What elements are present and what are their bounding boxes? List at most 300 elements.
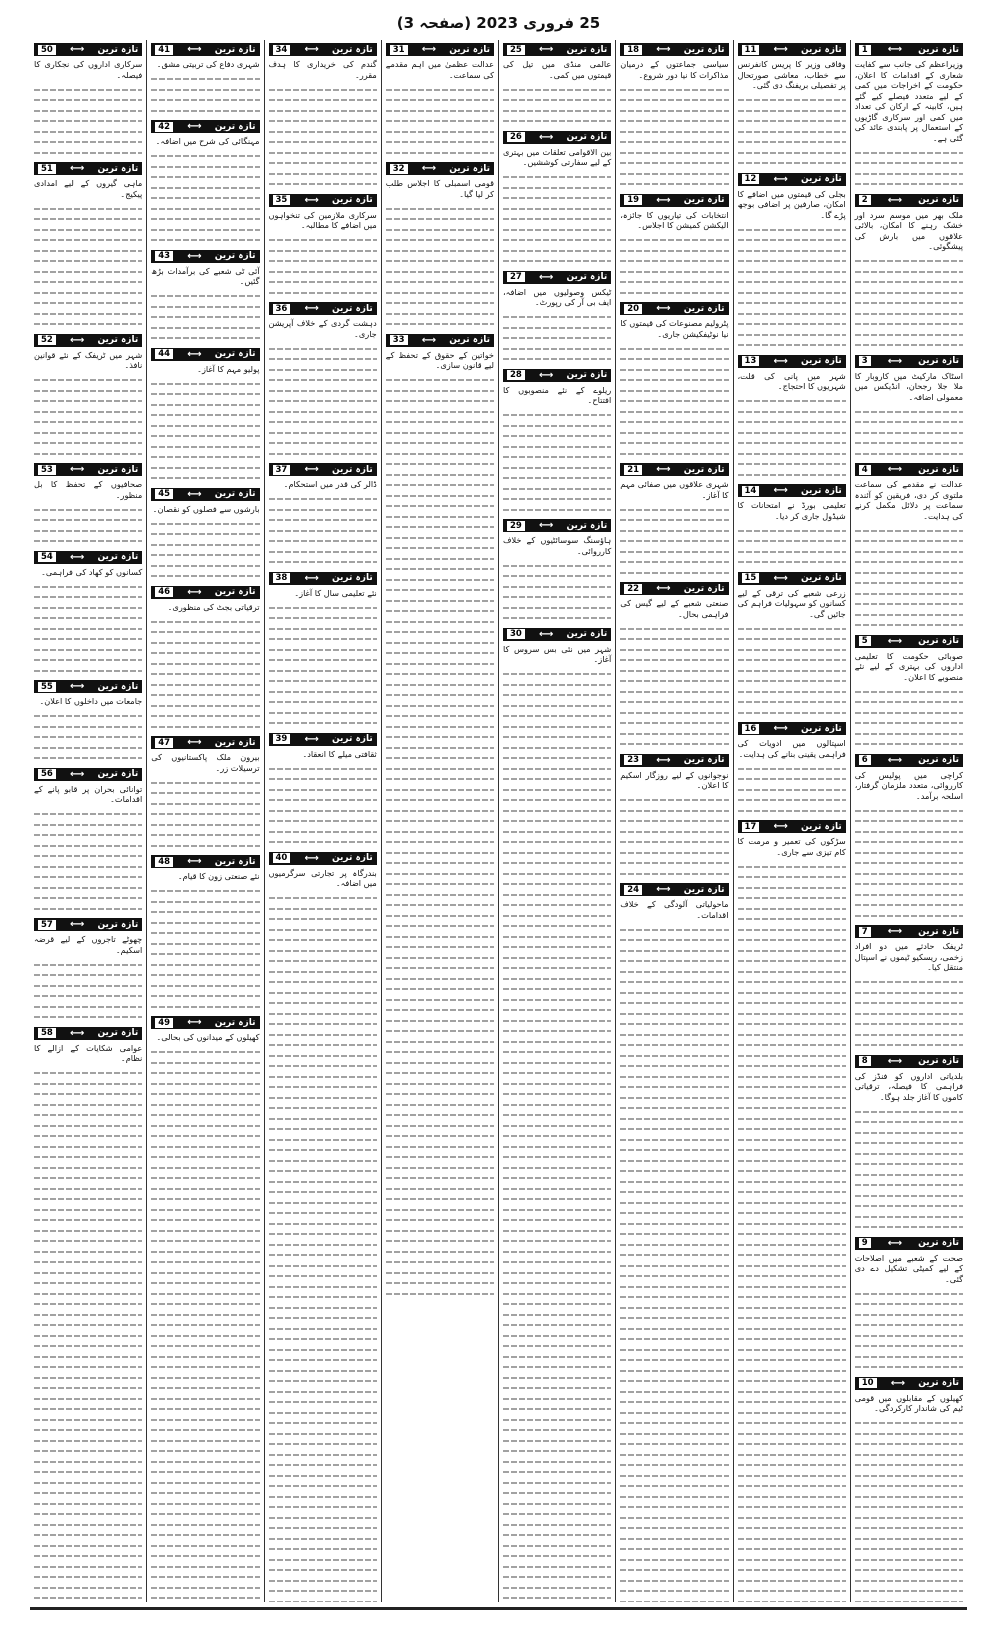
double-arrow-icon: ⟷ — [69, 1027, 84, 1039]
text-filler — [620, 89, 728, 186]
news-column — [30, 40, 146, 1602]
story-tag-label: تازہ ترین — [918, 464, 959, 475]
text-filler — [855, 1422, 963, 1456]
story-text: وفاقی وزیر کا پریس کانفرنس سے خطاب، معاشی صورتحال پر تفصیلی بریفنگ دی گئی۔ — [737, 59, 846, 90]
text-filler — [269, 768, 377, 844]
story-tag-label: تازہ ترین — [97, 681, 139, 692]
story-text: پولیو مہم کا آغاز۔ — [197, 363, 260, 374]
double-arrow-icon: ⟷ — [656, 754, 670, 766]
story-number: 43 — [155, 251, 173, 261]
story-tag-label: تازہ ترین — [331, 853, 373, 863]
text-filler — [386, 379, 494, 455]
text-filler — [855, 1293, 963, 1369]
story-number: 8 — [859, 1056, 871, 1066]
story-tag — [503, 131, 611, 144]
double-arrow-icon: ⟷ — [538, 520, 553, 531]
news-column — [264, 40, 381, 1602]
story-text: زرعی شعبے کی ترقی کے لیے کسانوں کو سہولیات فراہم کی جائیں گی۔ — [737, 587, 846, 619]
story-tag — [738, 355, 846, 368]
story-tag — [738, 572, 846, 585]
story-text: عوامی شکایات کے ازالے کا نظام۔ — [34, 1042, 143, 1063]
story-number: 53 — [38, 465, 56, 475]
story-tag-label: تازہ ترین — [800, 44, 842, 55]
story-number: 58 — [38, 1028, 56, 1038]
story-tag — [386, 162, 494, 175]
story-text: مہنگائی کی شرح میں اضافہ۔ — [155, 136, 260, 146]
story-number: 19 — [624, 195, 642, 205]
story-text: آئی ٹی شعبے کی برآمدات بڑھ گئیں۔ — [151, 265, 260, 286]
story-number: 26 — [507, 132, 525, 142]
double-arrow-icon: ⟷ — [773, 572, 787, 584]
double-arrow-icon: ⟷ — [887, 635, 902, 647]
story-tag-label: تازہ ترین — [449, 335, 490, 345]
double-arrow-icon: ⟷ — [304, 194, 318, 206]
double-arrow-icon: ⟷ — [69, 681, 84, 692]
text-filler — [151, 155, 259, 241]
news-column — [381, 40, 498, 1602]
story-text: جامعات میں داخلوں کا اعلان۔ — [39, 696, 143, 706]
story-tag-label: تازہ ترین — [97, 769, 139, 779]
story-tag-label: تازہ ترین — [331, 734, 373, 744]
double-arrow-icon: ⟷ — [187, 348, 201, 360]
story-number: 57 — [38, 920, 56, 930]
story-text: کھیلوں کے میدانوں کی بحالی۔ — [156, 1032, 260, 1042]
story-number: 29 — [507, 521, 525, 531]
text-filler — [151, 1135, 259, 1602]
text-filler — [855, 981, 963, 1046]
double-arrow-icon: ⟷ — [69, 163, 84, 174]
text-filler — [151, 523, 259, 578]
text-filler — [34, 379, 142, 455]
text-filler — [855, 1464, 963, 1602]
story-tag — [855, 925, 963, 938]
double-arrow-icon: ⟷ — [421, 334, 436, 346]
news-column — [850, 40, 967, 1602]
story-number: 14 — [742, 486, 760, 496]
story-tag-label: تازہ ترین — [214, 737, 256, 748]
double-arrow-icon: ⟷ — [656, 303, 670, 314]
story-text: سڑکوں کی تعمیر و مرمت کا کام تیزی سے جاری۔ — [737, 836, 846, 857]
story-number: 3 — [859, 356, 871, 366]
story-number: 24 — [624, 885, 642, 895]
story-text: بارشوں سے فصلوں کو نقصان۔ — [152, 503, 260, 514]
story-tag-label: تازہ ترین — [566, 629, 608, 639]
story-tag-label: تازہ ترین — [800, 573, 842, 583]
double-arrow-icon: ⟷ — [421, 44, 436, 55]
story-text: عدالت عظمیٰ میں اہم مقدمے کی سماعت۔ — [385, 59, 494, 80]
story-tag-label: تازہ ترین — [800, 174, 842, 184]
story-tag-label: تازہ ترین — [331, 44, 373, 55]
story-text: دہشت گردی کے خلاف آپریشن جاری۔ — [268, 318, 377, 339]
story-tag — [503, 519, 611, 532]
text-filler — [34, 1188, 142, 1603]
story-text: سیاسی جماعتوں کے درمیان مذاکرات کا نیا دور شروع۔ — [620, 59, 729, 80]
text-filler — [269, 348, 377, 455]
story-tag-label: تازہ ترین — [331, 303, 373, 314]
page-header — [30, 10, 967, 36]
double-arrow-icon: ⟷ — [656, 44, 670, 55]
story-text: چھوٹے تاجروں کے لیے قرضہ اسکیم۔ — [34, 934, 143, 955]
text-filler — [151, 78, 259, 112]
story-tag-label: تازہ ترین — [214, 587, 256, 597]
story-tag — [386, 43, 494, 56]
story-tag — [620, 582, 728, 595]
story-tag-label: تازہ ترین — [214, 1017, 256, 1028]
text-filler — [503, 673, 611, 780]
text-filler — [503, 89, 611, 123]
text-filler — [855, 691, 963, 746]
story-tag — [269, 302, 377, 315]
story-tag-label: تازہ ترین — [800, 485, 842, 496]
story-number: 13 — [742, 356, 760, 366]
story-number: 15 — [742, 573, 760, 583]
story-text: نئے تعلیمی سال کا آغاز۔ — [294, 587, 377, 598]
story-tag — [386, 334, 494, 347]
story-text: کراچی میں پولیس کی کارروائی، متعدد ملزمان گرفتار، اسلحہ برآمد۔ — [854, 769, 963, 801]
double-arrow-icon: ⟷ — [890, 1377, 905, 1389]
story-tag — [34, 43, 142, 56]
story-tag-label: تازہ ترین — [800, 821, 842, 832]
news-column — [146, 40, 263, 1602]
story-tag-label: تازہ ترین — [683, 44, 725, 55]
story-number: 12 — [742, 174, 760, 184]
text-filler — [34, 586, 142, 672]
text-filler — [34, 964, 142, 1019]
text-filler — [34, 1072, 142, 1179]
story-text: سرکاری اداروں کی نجکاری کا فیصلہ۔ — [34, 59, 143, 80]
text-filler — [386, 463, 494, 1295]
double-arrow-icon: ⟷ — [887, 1237, 902, 1249]
text-filler — [620, 239, 728, 294]
text-filler — [269, 607, 377, 725]
story-tag-label: تازہ ترین — [566, 44, 608, 55]
newspaper-page — [30, 10, 967, 1610]
text-filler — [738, 229, 846, 347]
story-text: ثقافتی میلے کا انعقاد۔ — [302, 748, 377, 759]
story-number: 18 — [624, 45, 642, 55]
story-tag — [151, 855, 259, 868]
double-arrow-icon: ⟷ — [656, 884, 670, 895]
story-tag — [738, 43, 846, 56]
news-column — [615, 40, 732, 1602]
story-tag-label: تازہ ترین — [97, 1028, 139, 1038]
story-text: شہر میں ٹریفک کے نئے قوانین نافذ۔ — [34, 349, 143, 370]
text-filler — [269, 89, 377, 186]
story-tag — [34, 680, 142, 693]
text-filler — [151, 295, 259, 339]
story-tag-label: تازہ ترین — [683, 195, 725, 205]
double-arrow-icon: ⟷ — [887, 1055, 902, 1067]
text-filler — [269, 498, 377, 563]
story-number: 21 — [624, 465, 642, 475]
text-filler — [503, 789, 611, 1603]
story-tag-label: تازہ ترین — [214, 489, 256, 499]
story-tag-label: تازہ ترین — [331, 573, 373, 583]
story-number: 22 — [624, 584, 642, 594]
story-tag-label: تازہ ترین — [566, 132, 608, 142]
double-arrow-icon: ⟷ — [69, 44, 84, 55]
double-arrow-icon: ⟷ — [887, 754, 902, 766]
text-filler — [620, 348, 728, 455]
story-tag-label: تازہ ترین — [214, 44, 256, 55]
double-arrow-icon: ⟷ — [538, 628, 553, 640]
story-number: 56 — [38, 769, 56, 779]
double-arrow-icon: ⟷ — [656, 583, 670, 594]
text-filler — [269, 897, 377, 931]
story-tag-label: تازہ ترین — [918, 1378, 959, 1388]
story-text: توانائی بحران پر قابو پانے کے اقدامات۔ — [34, 783, 143, 804]
story-number: 51 — [38, 164, 56, 174]
story-number: 30 — [507, 629, 525, 639]
double-arrow-icon: ⟷ — [887, 926, 902, 937]
story-text: ٹریفک حادثے میں دو افراد زخمی، ریسکیو ٹیموں نے اسپتال منتقل کیا۔ — [854, 941, 963, 972]
story-text: شہر میں پانی کی قلت، شہریوں کا احتجاج۔ — [737, 370, 846, 391]
story-number: 38 — [273, 573, 291, 583]
story-tag-label: تازہ ترین — [214, 121, 256, 132]
story-tag — [620, 754, 728, 767]
story-number: 1 — [859, 45, 871, 55]
story-tag-label: تازہ ترین — [683, 755, 725, 765]
story-tag — [503, 369, 611, 382]
story-tag — [34, 768, 142, 781]
double-arrow-icon: ⟷ — [304, 572, 318, 584]
double-arrow-icon: ⟷ — [69, 919, 84, 930]
story-tag — [855, 1055, 963, 1068]
text-filler — [386, 208, 494, 326]
double-arrow-icon: ⟷ — [69, 464, 84, 475]
story-text: ڈالر کی قدر میں استحکام۔ — [283, 479, 377, 489]
story-number: 34 — [273, 45, 291, 55]
story-number: 23 — [624, 755, 642, 765]
double-arrow-icon: ⟷ — [187, 121, 201, 132]
story-tag — [855, 1377, 963, 1390]
story-number: 41 — [155, 45, 173, 55]
double-arrow-icon: ⟷ — [538, 131, 553, 143]
story-tag-label: تازہ ترین — [918, 195, 959, 205]
story-tag — [151, 488, 259, 501]
story-tag-label: تازہ ترین — [918, 1238, 959, 1248]
double-arrow-icon: ⟷ — [69, 334, 84, 346]
story-number: 49 — [155, 1018, 173, 1028]
double-arrow-icon: ⟷ — [773, 44, 787, 55]
story-tag — [269, 463, 377, 476]
story-tag-label: تازہ ترین — [683, 303, 725, 314]
story-number: 37 — [273, 465, 291, 475]
story-tag — [855, 194, 963, 207]
story-tag — [855, 463, 963, 476]
text-filler — [151, 782, 259, 847]
story-tag-label: تازہ ترین — [97, 163, 139, 174]
text-filler — [738, 628, 846, 714]
story-number: 54 — [38, 552, 56, 562]
news-column — [498, 40, 615, 1602]
double-arrow-icon: ⟷ — [538, 44, 553, 55]
text-filler — [620, 929, 728, 963]
story-text: ترقیاتی بجٹ کی منظوری۔ — [167, 601, 260, 612]
story-tag-label: تازہ ترین — [918, 356, 959, 366]
story-text: عدالت نے مقدمے کی سماعت ملتوی کر دی، فریقین کو آئندہ سماعت پر دلائل مکمل کرنے کی ہدایت۔ — [854, 479, 963, 521]
story-tag-label: تازہ ترین — [918, 755, 959, 765]
text-filler — [151, 383, 259, 480]
story-tag — [738, 820, 846, 833]
story-tag-label: تازہ ترین — [683, 464, 725, 475]
story-number: 20 — [624, 304, 642, 314]
story-tag-label: تازہ ترین — [918, 1056, 959, 1066]
story-number: 52 — [38, 335, 56, 345]
text-filler — [620, 799, 728, 875]
story-text: خواتین کے حقوق کے تحفظ کے لیے قانون سازی۔ — [385, 349, 494, 370]
story-tag — [151, 736, 259, 749]
double-arrow-icon: ⟷ — [421, 163, 436, 174]
story-number: 46 — [155, 587, 173, 597]
story-tag — [269, 43, 377, 56]
story-tag-label: تازہ ترین — [331, 195, 373, 205]
story-number: 44 — [155, 349, 173, 359]
story-number: 47 — [155, 738, 173, 748]
text-filler — [503, 565, 611, 620]
story-tag-label: تازہ ترین — [331, 464, 373, 475]
story-number: 9 — [859, 1238, 871, 1248]
double-arrow-icon: ⟷ — [773, 355, 787, 367]
double-arrow-icon: ⟷ — [656, 464, 670, 475]
story-number: 33 — [390, 335, 408, 345]
double-arrow-icon: ⟷ — [773, 173, 787, 185]
story-tag — [855, 355, 963, 368]
text-filler — [269, 939, 377, 1602]
story-number: 50 — [38, 45, 56, 55]
text-filler — [151, 621, 259, 728]
story-tag — [151, 348, 259, 361]
story-tag — [738, 484, 846, 497]
double-arrow-icon: ⟷ — [187, 737, 201, 748]
text-filler — [855, 152, 963, 186]
story-number: 17 — [742, 822, 760, 832]
story-text: وزیراعظم کی جانب سے کفایت شعاری کے اقدامات کا اعلان، حکومت کے اخراجات میں کمی کے لیے متعدد فیصلے کیے گئے ہیں، کابینہ کے ارکان کی تعداد میں کمی اور سرکاری گاڑیوں کے استعمال پر پابندی عائد کی گئی ہے۔ — [854, 59, 963, 143]
double-arrow-icon: ⟷ — [187, 586, 201, 598]
story-tag-label: تازہ ترین — [566, 370, 608, 380]
story-text: بندرگاہ پر تجارتی سرگرمیوں میں اضافہ۔ — [268, 867, 377, 888]
double-arrow-icon: ⟷ — [187, 856, 201, 867]
double-arrow-icon: ⟷ — [187, 1017, 201, 1028]
story-number: 4 — [859, 465, 871, 475]
story-tag — [34, 463, 142, 476]
story-text: قومی اسمبلی کا اجلاس طلب کر لیا گیا۔ — [385, 178, 494, 199]
double-arrow-icon: ⟷ — [773, 821, 787, 832]
story-tag — [151, 586, 259, 599]
double-arrow-icon: ⟷ — [887, 194, 902, 206]
story-number: 27 — [507, 272, 525, 282]
story-tag — [855, 43, 963, 56]
double-arrow-icon: ⟷ — [304, 303, 318, 314]
story-number: 42 — [155, 122, 173, 132]
text-filler — [855, 411, 963, 455]
text-filler — [738, 971, 846, 1603]
story-text: تعلیمی بورڈ نے امتحانات کا شیڈول جاری کر دیا۔ — [737, 500, 846, 521]
story-tag — [269, 572, 377, 585]
text-filler — [738, 99, 846, 164]
double-arrow-icon: ⟷ — [304, 733, 318, 745]
story-tag — [503, 43, 611, 56]
double-arrow-icon: ⟷ — [773, 485, 787, 496]
text-filler — [386, 89, 494, 154]
story-tag-label: تازہ ترین — [449, 163, 490, 174]
story-text: ماحولیاتی آلودگی کے خلاف اقدامات۔ — [620, 899, 729, 920]
text-filler — [34, 208, 142, 326]
story-number: 31 — [390, 45, 408, 55]
story-tag-label: تازہ ترین — [97, 335, 139, 345]
story-number: 48 — [155, 857, 173, 867]
text-filler — [151, 1051, 259, 1127]
text-filler — [503, 414, 611, 511]
text-filler — [855, 530, 963, 627]
story-tag-label: تازہ ترین — [97, 552, 139, 562]
story-tag-label: تازہ ترین — [566, 520, 608, 531]
story-tag — [34, 334, 142, 347]
story-number: 40 — [273, 853, 291, 863]
story-tag-label: تازہ ترین — [918, 926, 959, 937]
text-filler — [34, 715, 142, 759]
story-tag-label: تازہ ترین — [800, 356, 842, 366]
story-text: بلدیاتی اداروں کو فنڈز کی فراہمی کا فیصلہ، ترقیاتی کاموں کا آغاز جلد ہوگا۔ — [854, 1070, 963, 1102]
story-tag — [855, 754, 963, 767]
double-arrow-icon: ⟷ — [887, 44, 902, 55]
story-tag-label: تازہ ترین — [214, 856, 256, 867]
story-tag — [269, 852, 377, 865]
story-text: انتخابات کی تیاریوں کا جائزہ، الیکشن کمیشن کا اجلاس۔ — [620, 209, 729, 230]
text-filler — [151, 890, 259, 1008]
story-number: 2 — [859, 195, 871, 205]
story-text: بیرون ملک پاکستانیوں کی ترسیلات زر۔ — [151, 752, 260, 773]
double-arrow-icon: ⟷ — [304, 852, 318, 864]
text-filler — [620, 509, 728, 574]
story-tag — [620, 43, 728, 56]
story-text: پٹرولیم مصنوعات کی قیمتوں کا نیا نوٹیفکیشن جاری۔ — [620, 318, 729, 339]
story-tag-label: تازہ ترین — [800, 723, 842, 734]
double-arrow-icon: ⟷ — [187, 44, 201, 55]
text-filler — [855, 1111, 963, 1229]
story-text: کھیلوں کے مقابلوں میں قومی ٹیم کی شاندار کارکردگی۔ — [854, 1392, 963, 1413]
text-filler — [855, 810, 963, 917]
story-tag — [151, 43, 259, 56]
text-filler — [34, 813, 142, 910]
story-tag — [620, 194, 728, 207]
story-text: گندم کی خریداری کا ہدف مقرر۔ — [268, 59, 377, 80]
story-text: نئے صنعتی زون کا قیام۔ — [177, 871, 260, 881]
double-arrow-icon: ⟷ — [887, 355, 902, 367]
text-filler — [34, 509, 142, 543]
story-text: کسانوں کو کھاد کی فراہمی۔ — [41, 566, 143, 577]
story-tag — [34, 918, 142, 931]
story-tag — [855, 1237, 963, 1250]
story-text: ریلوے کے نئے منصوبوں کا افتتاح۔ — [503, 384, 612, 405]
story-number: 10 — [859, 1378, 877, 1388]
text-filler — [503, 316, 611, 360]
text-filler — [269, 239, 377, 294]
story-text: شہری علاقوں میں صفائی مہم کا آغاز۔ — [620, 479, 729, 500]
story-text: اسپتالوں میں ادویات کی فراہمی یقینی بنانے کی ہدایت۔ — [737, 738, 846, 759]
story-tag-label: تازہ ترین — [97, 464, 139, 475]
story-tag — [151, 250, 259, 263]
story-tag — [620, 302, 728, 315]
story-number: 39 — [273, 734, 291, 744]
text-filler — [855, 260, 963, 346]
story-tag — [34, 162, 142, 175]
text-filler — [620, 628, 728, 746]
story-tag — [620, 883, 728, 896]
story-tag — [738, 722, 846, 735]
story-text: ماہی گیروں کے لیے امدادی پیکیج۔ — [34, 178, 143, 199]
story-tag-label: تازہ ترین — [683, 583, 725, 594]
